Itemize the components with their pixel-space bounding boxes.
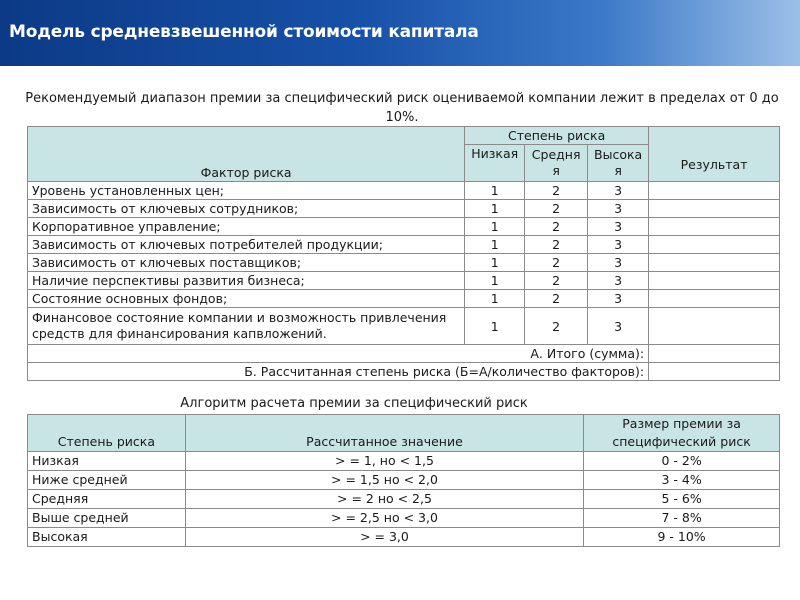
mid-value-cell: 2 [525,200,588,218]
table-row [28,182,780,200]
high-value-cell: 3 [588,308,649,345]
value-cell: > = 1,5 но < 2,0 [185,471,583,490]
result-cell [649,254,780,272]
value-col-header: Рассчитанное значение [185,415,583,452]
table-row [28,272,780,290]
factor-cell: Уровень установленных цен; [28,182,465,200]
table-row [28,218,780,236]
low-value-cell: 1 [465,218,525,236]
high-value-cell: 3 [588,290,649,308]
low-value-cell: 1 [465,272,525,290]
high-value-cell: 3 [588,254,649,272]
degree-header: Степень риска [465,127,649,145]
mid-value-cell: 2 [525,182,588,200]
subtitle: Рекомендуемый диапазон премии за специфический риск оцениваемой компании лежит в пределах от 0 до 10%. [25,91,779,125]
degree-cell: Высокая [28,528,186,547]
degree-low-header: Низкая [465,145,525,182]
risk-factors-table [27,126,780,381]
value-cell: > = 2,5 но < 3,0 [185,509,583,528]
premium-cell: 3 - 4% [584,471,780,490]
table-row [28,236,780,254]
degree-cell: Низкая [28,452,186,471]
result-cell [649,272,780,290]
high-value-cell: 3 [588,200,649,218]
degree-mid-header: Средня я [525,145,588,182]
degree-col-header: Степень риска [28,415,186,452]
degree-cell: Ниже средней [28,471,186,490]
premium-cell: 0 - 2% [584,452,780,471]
low-value-cell: 1 [465,200,525,218]
premium-col-header: Размер премии за специфический риск [584,415,780,452]
table-row [28,308,780,345]
high-value-cell: 3 [588,272,649,290]
result-cell [649,218,780,236]
mid-value-cell: 2 [525,272,588,290]
factor-cell: Наличие перспективы развития бизнеса; [28,272,465,290]
mid-value-cell: 2 [525,218,588,236]
factor-cell: Зависимость от ключевых сотрудников; [28,200,465,218]
result-cell [649,290,780,308]
high-value-cell: 3 [588,218,649,236]
result-cell [649,200,780,218]
factor-cell: Состояние основных фондов; [28,290,465,308]
factor-cell: Корпоративное управление; [28,218,465,236]
degree-high-header: Высока я [588,145,649,182]
low-value-cell: 1 [465,308,525,345]
table-row [28,200,780,218]
value-cell: > = 3,0 [185,528,583,547]
premium-table [27,414,780,547]
table-row [28,509,780,528]
low-value-cell: 1 [465,254,525,272]
table-row [28,490,780,509]
premium-cell: 9 - 10% [584,528,780,547]
degree-cell: Средняя [28,490,186,509]
mid-value-cell: 2 [525,236,588,254]
degree-cell: Выше средней [28,509,186,528]
factor-cell: Зависимость от ключевых потребителей продукции; [28,236,465,254]
value-cell: > = 2 но < 2,5 [185,490,583,509]
calc-label: Б. Рассчитанная степень риска (Б=А/количество факторов): [28,363,649,381]
result-cell [649,182,780,200]
low-value-cell: 1 [465,290,525,308]
high-value-cell: 3 [588,182,649,200]
factor-cell: Зависимость от ключевых поставщиков; [28,254,465,272]
table-row [28,528,780,547]
premium-cell: 7 - 8% [584,509,780,528]
table-row [28,452,780,471]
total-result-cell [649,345,780,363]
calc-result-cell [649,363,780,381]
factor-cell: Финансовое состояние компании и возможность привлечения средств для финансирования капвложений. [28,308,465,345]
premium-cell: 5 - 6% [584,490,780,509]
mid-value-cell: 2 [525,308,588,345]
title-bar [0,0,800,66]
value-cell: > = 1, но < 1,5 [185,452,583,471]
total-label: А. Итого (сумма): [28,345,649,363]
low-value-cell: 1 [465,182,525,200]
table-row [28,471,780,490]
result-cell [649,308,780,345]
low-value-cell: 1 [465,236,525,254]
high-value-cell: 3 [588,236,649,254]
mid-value-cell: 2 [525,254,588,272]
table-row [28,254,780,272]
table-row [28,290,780,308]
result-cell [649,236,780,254]
page-title: Модель средневзвешенной стоимости капитала [9,22,479,42]
factor-header: Фактор риска [28,127,465,182]
algorithm-title: Алгоритм расчета премии за специфический риск [180,396,528,411]
result-header: Результат [649,127,780,182]
mid-value-cell: 2 [525,290,588,308]
